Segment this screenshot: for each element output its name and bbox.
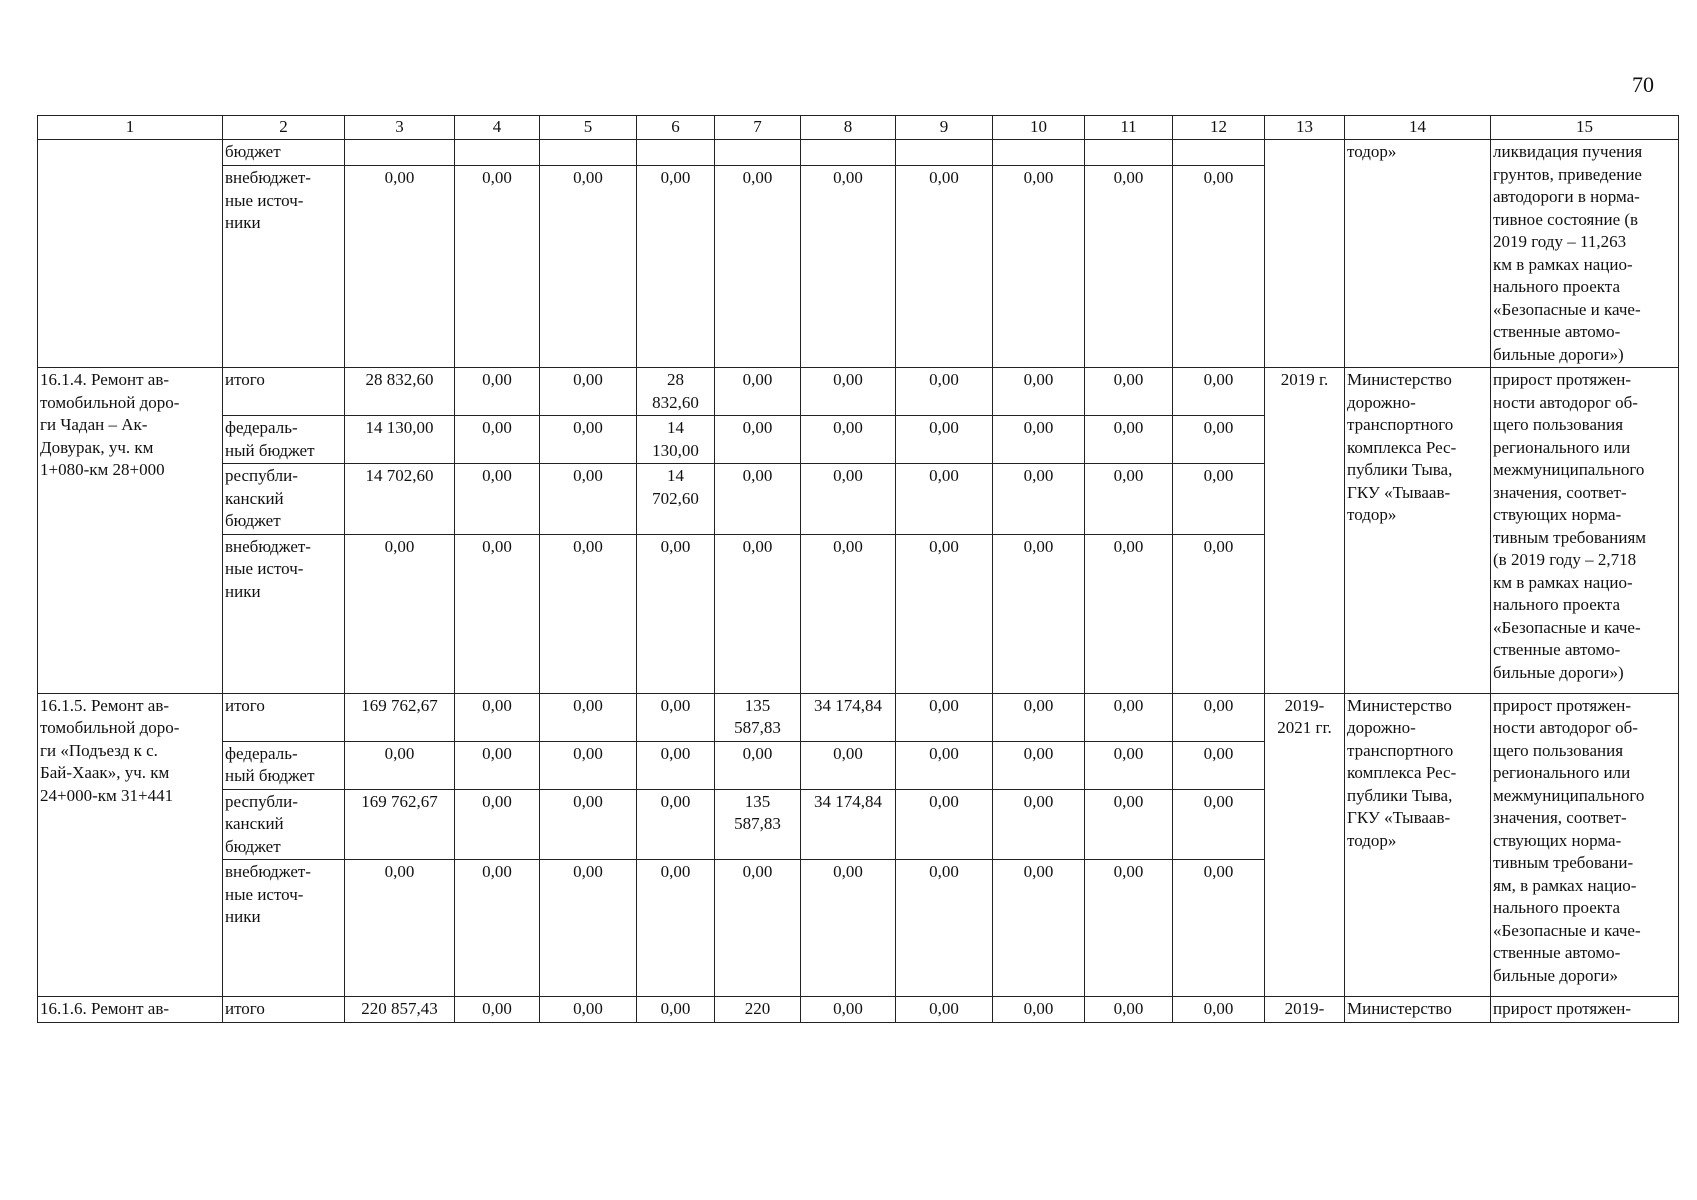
value-cell: 0,00 xyxy=(1173,166,1265,368)
funding-source: итого xyxy=(223,997,345,1023)
value-cell: 135 587,83 xyxy=(715,789,801,860)
value-cell: 0,00 xyxy=(637,693,715,741)
col-header: 2 xyxy=(223,116,345,140)
value-cell: 220 857,43 xyxy=(345,997,455,1023)
funding-source: итого xyxy=(223,368,345,416)
value-cell: 0,00 xyxy=(455,464,540,535)
value-cell: 0,00 xyxy=(637,860,715,997)
value-cell: 0,00 xyxy=(455,860,540,997)
value-cell: 169 762,67 xyxy=(345,693,455,741)
value-cell: 0,00 xyxy=(993,789,1085,860)
value-cell: 0,00 xyxy=(540,534,637,693)
responsible-cell: Министерство дорожно- транспортного комплекса Рес- публики Тыва, ГКУ «Тываав- тодор» xyxy=(1345,693,1491,997)
value-cell: 0,00 xyxy=(455,741,540,789)
value-cell: 0,00 xyxy=(1085,534,1173,693)
value-cell: 14 702,60 xyxy=(637,464,715,535)
value-cell: 14 130,00 xyxy=(345,416,455,464)
value-cell: 0,00 xyxy=(896,416,993,464)
result-cell: прирост протяжен- ности автодорог об- щего пользования регионального или межмуниципального значения, соответ- ствующих норма- тивным требованиям (в 2019 году – 2,718 км в рамках нацио- нального проекта «Безопасные и каче- ственные автомо- бильные дороги») xyxy=(1491,368,1679,694)
value-cell: 0,00 xyxy=(455,368,540,416)
value-cell: 0,00 xyxy=(896,464,993,535)
value-cell: 0,00 xyxy=(801,860,896,997)
value-cell: 28 832,60 xyxy=(345,368,455,416)
value-cell: 0,00 xyxy=(1173,368,1265,416)
value-cell: 0,00 xyxy=(540,693,637,741)
value-cell: 0,00 xyxy=(1085,741,1173,789)
value-cell: 0,00 xyxy=(801,368,896,416)
value-cell: 0,00 xyxy=(455,534,540,693)
value-cell: 0,00 xyxy=(715,166,801,368)
table-row xyxy=(38,368,1679,416)
funding-source: внебюджет- ные источ- ники xyxy=(223,166,345,368)
value-cell: 0,00 xyxy=(1173,534,1265,693)
col-header: 7 xyxy=(715,116,801,140)
value-cell: 0,00 xyxy=(1173,693,1265,741)
value-cell: 0,00 xyxy=(715,741,801,789)
value-cell: 0,00 xyxy=(345,166,455,368)
item-name-cell: 16.1.5. Ремонт ав- томобильной доро- ги «Подъезд к с. Бай-Хаак», уч. км 24+000-км 31+441 xyxy=(38,693,223,997)
col-header: 15 xyxy=(1491,116,1679,140)
value-cell: 0,00 xyxy=(637,741,715,789)
value-cell: 0,00 xyxy=(801,741,896,789)
col-header: 1 xyxy=(38,116,223,140)
funding-source: республи- канский бюджет xyxy=(223,464,345,535)
value-cell: 0,00 xyxy=(801,997,896,1023)
value-cell: 0,00 xyxy=(1173,789,1265,860)
responsible-cell: Министерство дорожно- транспортного комплекса Рес- публики Тыва, ГКУ «Тываав- тодор» xyxy=(1345,368,1491,694)
value-cell: 34 174,84 xyxy=(801,693,896,741)
responsible-cell: Министерство xyxy=(1345,997,1491,1023)
value-cell: 0,00 xyxy=(715,860,801,997)
value-cell: 0,00 xyxy=(896,789,993,860)
value-cell: 0,00 xyxy=(1085,997,1173,1023)
value-cell: 0,00 xyxy=(715,534,801,693)
value-cell: 14 702,60 xyxy=(345,464,455,535)
value-cell: 0,00 xyxy=(1085,464,1173,535)
result-cell: прирост протяжен- xyxy=(1491,997,1679,1023)
value-cell: 0,00 xyxy=(637,534,715,693)
value-cell: 0,00 xyxy=(1085,860,1173,997)
value-cell: 0,00 xyxy=(993,534,1085,693)
value-cell: 0,00 xyxy=(455,416,540,464)
value-cell: 0,00 xyxy=(455,789,540,860)
value-cell: 0,00 xyxy=(715,416,801,464)
col-header: 10 xyxy=(993,116,1085,140)
item-name-cell: 16.1.6. Ремонт ав- xyxy=(38,997,223,1023)
value-cell: 0,00 xyxy=(540,789,637,860)
value-cell: 0,00 xyxy=(345,534,455,693)
funding-source: федераль- ный бюджет xyxy=(223,416,345,464)
funding-source: внебюджет- ные источ- ники xyxy=(223,860,345,997)
value-cell: 0,00 xyxy=(801,534,896,693)
table-row xyxy=(38,693,1679,741)
year-cell: 2019 г. xyxy=(1265,368,1345,694)
value-cell: 14 130,00 xyxy=(637,416,715,464)
value-cell: 0,00 xyxy=(1173,416,1265,464)
value-cell: 0,00 xyxy=(540,741,637,789)
value-cell: 0,00 xyxy=(896,534,993,693)
value-cell: 0,00 xyxy=(540,860,637,997)
funding-source: республи- канский бюджет xyxy=(223,789,345,860)
value-cell: 0,00 xyxy=(801,416,896,464)
program-table xyxy=(37,115,1679,1023)
col-header: 13 xyxy=(1265,116,1345,140)
value-cell: 0,00 xyxy=(540,997,637,1023)
value-cell: 0,00 xyxy=(896,741,993,789)
value-cell: 28 832,60 xyxy=(637,368,715,416)
page-number: 70 xyxy=(1632,72,1654,97)
value-cell: 0,00 xyxy=(993,741,1085,789)
col-header: 5 xyxy=(540,116,637,140)
value-cell: 0,00 xyxy=(455,166,540,368)
value-cell: 0,00 xyxy=(1173,464,1265,535)
col-header: 12 xyxy=(1173,116,1265,140)
value-cell: 0,00 xyxy=(540,464,637,535)
value-cell: 0,00 xyxy=(993,997,1085,1023)
funding-source: итого xyxy=(223,693,345,741)
value-cell: 0,00 xyxy=(715,464,801,535)
value-cell: 0,00 xyxy=(637,166,715,368)
value-cell: 0,00 xyxy=(993,166,1085,368)
value-cell: 169 762,67 xyxy=(345,789,455,860)
value-cell: 0,00 xyxy=(993,416,1085,464)
value-cell: 0,00 xyxy=(801,464,896,535)
value-cell: 0,00 xyxy=(993,693,1085,741)
funding-source: бюджет xyxy=(223,140,345,166)
value-cell: 0,00 xyxy=(1085,789,1173,860)
value-cell: 0,00 xyxy=(345,860,455,997)
value-cell: 34 174,84 xyxy=(801,789,896,860)
value-cell: 0,00 xyxy=(896,860,993,997)
col-header: 3 xyxy=(345,116,455,140)
value-cell: 0,00 xyxy=(896,166,993,368)
value-cell: 0,00 xyxy=(637,997,715,1023)
value-cell: 135 587,83 xyxy=(715,693,801,741)
value-cell: 0,00 xyxy=(993,464,1085,535)
value-cell: 0,00 xyxy=(993,860,1085,997)
table-row xyxy=(38,140,1679,166)
value-cell: 0,00 xyxy=(345,741,455,789)
value-cell: 0,00 xyxy=(540,416,637,464)
col-header: 4 xyxy=(455,116,540,140)
value-cell: 0,00 xyxy=(455,997,540,1023)
col-header: 11 xyxy=(1085,116,1173,140)
value-cell: 0,00 xyxy=(540,368,637,416)
value-cell: 0,00 xyxy=(1085,368,1173,416)
value-cell: 0,00 xyxy=(1173,860,1265,997)
funding-source: внебюджет- ные источ- ники xyxy=(223,534,345,693)
year-cell: 2019- xyxy=(1265,997,1345,1023)
value-cell: 0,00 xyxy=(1085,693,1173,741)
value-cell: 0,00 xyxy=(896,368,993,416)
value-cell: 0,00 xyxy=(1173,997,1265,1023)
value-cell: 0,00 xyxy=(1085,416,1173,464)
value-cell: 0,00 xyxy=(896,997,993,1023)
result-cell: прирост протяжен- ности автодорог об- щего пользования регионального или межмуниципального значения, соответ- ствующих норма- тивным требовани- ям, в рамках нацио- нального проекта «Безопасные и каче- ственные автомо- бильные дороги» xyxy=(1491,693,1679,997)
year-cell xyxy=(1265,140,1345,368)
value-cell: 0,00 xyxy=(801,166,896,368)
item-name-cell xyxy=(38,140,223,368)
value-cell: 0,00 xyxy=(896,693,993,741)
col-header: 8 xyxy=(801,116,896,140)
responsible-cell: тодор» xyxy=(1345,140,1491,368)
table-row xyxy=(38,997,1679,1023)
value-cell: 0,00 xyxy=(993,368,1085,416)
result-cell: ликвидация пучения грунтов, приведение автодороги в норма- тивное состояние (в 2019 году – 11,263 км в рамках нацио- нального проекта «Безопасные и каче- ственные автомо- бильные дороги») xyxy=(1491,140,1679,368)
value-cell: 0,00 xyxy=(715,368,801,416)
funding-source: федераль- ный бюджет xyxy=(223,741,345,789)
value-cell: 0,00 xyxy=(1085,166,1173,368)
year-cell: 2019- 2021 гг. xyxy=(1265,693,1345,997)
value-cell: 0,00 xyxy=(1173,741,1265,789)
col-header: 14 xyxy=(1345,116,1491,140)
value-cell: 0,00 xyxy=(637,789,715,860)
col-header: 9 xyxy=(896,116,993,140)
col-header: 6 xyxy=(637,116,715,140)
value-cell: 220 xyxy=(715,997,801,1023)
value-cell: 0,00 xyxy=(540,166,637,368)
item-name-cell: 16.1.4. Ремонт ав- томобильной доро- ги Чадан – Ак- Довурак, уч. км 1+080-км 28+000 xyxy=(38,368,223,694)
column-numbers-row xyxy=(38,116,1679,140)
value-cell: 0,00 xyxy=(455,693,540,741)
